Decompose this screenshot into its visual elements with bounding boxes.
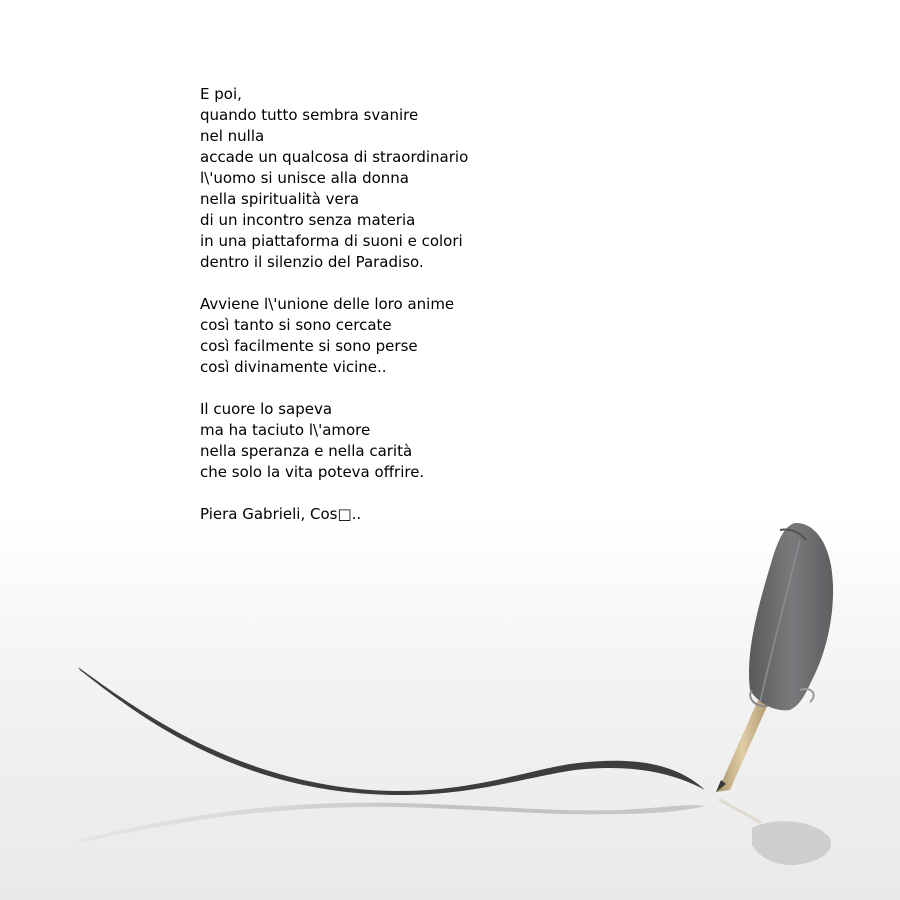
poem-line: nella speranza e nella carità [200,442,413,460]
poem-line: così facilmente si sono perse [200,337,418,355]
poem-line: E poi, [200,85,242,103]
poem-line: quando tutto sembra svanire [200,106,419,124]
poem-line: nel nulla [200,127,265,145]
poem-signature: Piera Gabrieli, Cos□.. [200,505,362,523]
poem-line: Avviene l\'unione delle loro anime [200,295,455,313]
poem-line: Il cuore lo sapeva [200,400,333,418]
poem-line: così tanto si sono cercate [200,316,392,334]
poem-line: dentro il silenzio del Paradiso. [200,253,424,271]
quill-shaft [716,700,768,792]
poem-line: l\'uomo si unisce alla donna [200,169,409,187]
poem-line: che solo la vita poteva offrire. [200,463,425,481]
feather-reflection [720,800,831,865]
ink-swoosh-reflection [78,803,705,843]
quill-feather-icon [749,523,833,710]
poem-line: in una piattaforma di suoni e colori [200,232,463,250]
poem-line: nella spiritualità vera [200,190,360,208]
poem-line: così divinamente vicine.. [200,358,387,376]
poem-line: ma ha taciuto l\'amore [200,421,371,439]
poem-line: accade un qualcosa di straordinario [200,148,469,166]
poem-line: di un incontro senza materia [200,211,416,229]
ink-swoosh-stroke [78,667,705,795]
